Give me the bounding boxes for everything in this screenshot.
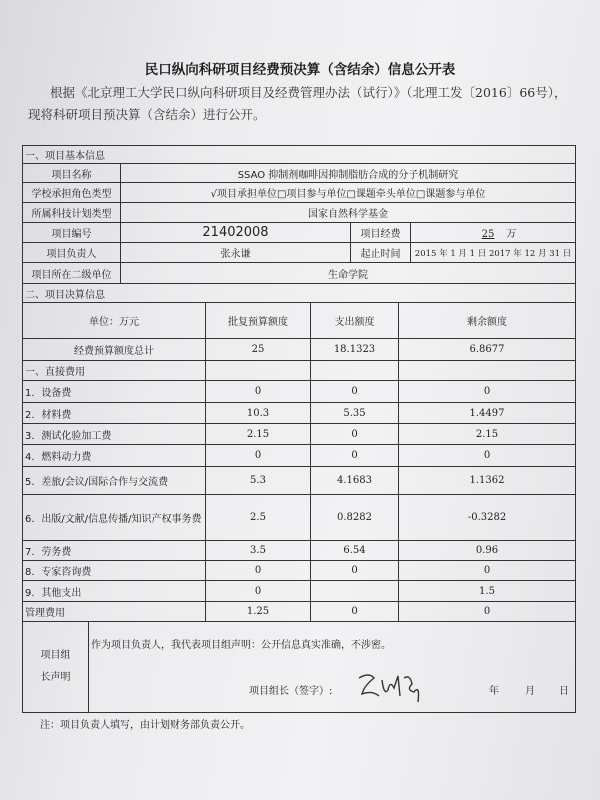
table-row: [23, 339, 576, 361]
cell-value: 0: [311, 381, 399, 403]
column-header: 支出额度: [311, 303, 399, 339]
section-basic-info: 一、项目基本信息: [23, 146, 576, 164]
cell-value: 1.5: [399, 581, 576, 602]
basic-info-table: [22, 145, 576, 284]
label: 学校承担角色类型: [23, 183, 121, 203]
cell-value: [311, 581, 399, 602]
cell-value: 25: [206, 339, 311, 361]
cell-value: 0.96: [399, 541, 576, 561]
table-row: [23, 424, 576, 445]
row-label: 2．材料费: [23, 403, 206, 424]
day-label: 日: [559, 686, 569, 697]
table-row: [23, 361, 576, 381]
section-budget-info: 二、项目决算信息: [23, 284, 576, 303]
project-fund: 25: [481, 229, 495, 240]
column-header: 剩余额度: [399, 303, 576, 339]
cell-value: 5.3: [206, 467, 311, 495]
cell-value: 0: [311, 424, 399, 445]
cell-value: 0.8282: [311, 495, 399, 541]
cell-value: 18.1323: [311, 339, 399, 361]
cell-value: 0: [206, 561, 311, 581]
statement-label: 项目组长声明: [23, 622, 89, 713]
cell-value: 6.54: [311, 541, 399, 561]
cell-value: 0: [311, 445, 399, 467]
cell-value: 2.15: [399, 424, 576, 445]
project-id: 21402008: [121, 223, 351, 243]
cell-value: 6.8677: [399, 339, 576, 361]
cell-value: 1.4497: [399, 403, 576, 424]
footnote: 注：项目负责人填写，由计划财务部负责公开。: [40, 720, 250, 731]
statement-text: 作为项目负责人，我代表项目组声明：公开信息真实准确，不涉密。: [91, 640, 391, 651]
project-leader: 张永谦: [121, 243, 351, 263]
table-row: [23, 602, 576, 622]
cell-value: 0: [206, 581, 311, 602]
row-label: 1．设备费: [23, 381, 206, 403]
cell-value: 4.1683: [311, 467, 399, 495]
table-row: [23, 561, 576, 581]
plan-type: 国家自然科学基金: [121, 203, 576, 223]
table-row: [23, 445, 576, 467]
table-row: [23, 403, 576, 424]
label: 项目经费: [351, 223, 411, 243]
year-label: 年: [489, 686, 499, 697]
cell-value: 0: [206, 381, 311, 403]
table-row: [23, 495, 576, 541]
label: 起止时间: [351, 243, 411, 263]
month-label: 月: [525, 686, 535, 697]
label: 所属科技计划类型: [23, 203, 121, 223]
row-label: 5．差旅/会议/国际合作与交流费: [23, 467, 206, 495]
table-row: [23, 581, 576, 602]
sign-label: 项目组长（签字）:: [249, 686, 333, 697]
row-label: 一、直接费用: [23, 361, 206, 381]
table-row: [23, 541, 576, 561]
table-row: [23, 467, 576, 495]
cell-value: [399, 361, 576, 381]
project-period: 2015 年 1 月 1 日 2017 年 12 月 31 日: [411, 243, 576, 263]
row-label: 3．测试化验加工费: [23, 424, 206, 445]
row-label: 经费预算额度总计: [23, 339, 206, 361]
cell-value: 0: [399, 381, 576, 403]
row-label: 6．出版/文献/信息传播/知识产权事务费: [23, 495, 206, 541]
row-label: 9．其他支出: [23, 581, 206, 602]
school-role: √项目承担单位□项目参与单位□课题牵头单位□课题参与单位: [121, 183, 576, 203]
column-header: 批复预算额度: [206, 303, 311, 339]
project-name: SSAO 抑制剂咖啡因抑制脂肪合成的分子机制研究: [121, 164, 576, 183]
cell-value: [311, 361, 399, 381]
cell-value: 2.5: [206, 495, 311, 541]
cell-value: 2.15: [206, 424, 311, 445]
cell-value: 0: [311, 602, 399, 622]
cell-value: 0: [399, 602, 576, 622]
cell-value: 3.5: [206, 541, 311, 561]
department: 生命学院: [121, 263, 576, 284]
cell-value: 0: [206, 445, 311, 467]
label: 项目负责人: [23, 243, 121, 263]
cell-value: 0: [311, 561, 399, 581]
cell-value: 0: [399, 561, 576, 581]
table-row: [23, 381, 576, 403]
fund-unit: 万: [506, 229, 517, 240]
row-label: 8．专家咨询费: [23, 561, 206, 581]
label: 项目名称: [23, 164, 121, 183]
signature: [354, 666, 434, 708]
label: 项目所在二级单位: [23, 263, 121, 284]
cell-value: 10.3: [206, 403, 311, 424]
statement-table: [22, 621, 576, 713]
page-title: 民口纵向科研项目经费预决算（含结余）信息公开表: [144, 62, 456, 78]
budget-table: [22, 283, 576, 622]
row-label: 4．燃料动力费: [23, 445, 206, 467]
intro-paragraph: 根据《北京理工大学民口纵向科研项目及经费管理办法（试行）》（北理工发〔2016〕66号），现将科研项目预决算（含结余）进行公开。: [28, 85, 567, 122]
cell-value: 1.25: [206, 602, 311, 622]
cell-value: 5.35: [311, 403, 399, 424]
cell-value: 0: [399, 445, 576, 467]
row-label: 7．劳务费: [23, 541, 206, 561]
column-header: 单位：万元: [23, 303, 206, 339]
label: 项目编号: [23, 223, 121, 243]
cell-value: -0.3282: [399, 495, 576, 541]
cell-value: [206, 361, 311, 381]
row-label: 管理费用: [23, 602, 206, 622]
cell-value: 1.1362: [399, 467, 576, 495]
